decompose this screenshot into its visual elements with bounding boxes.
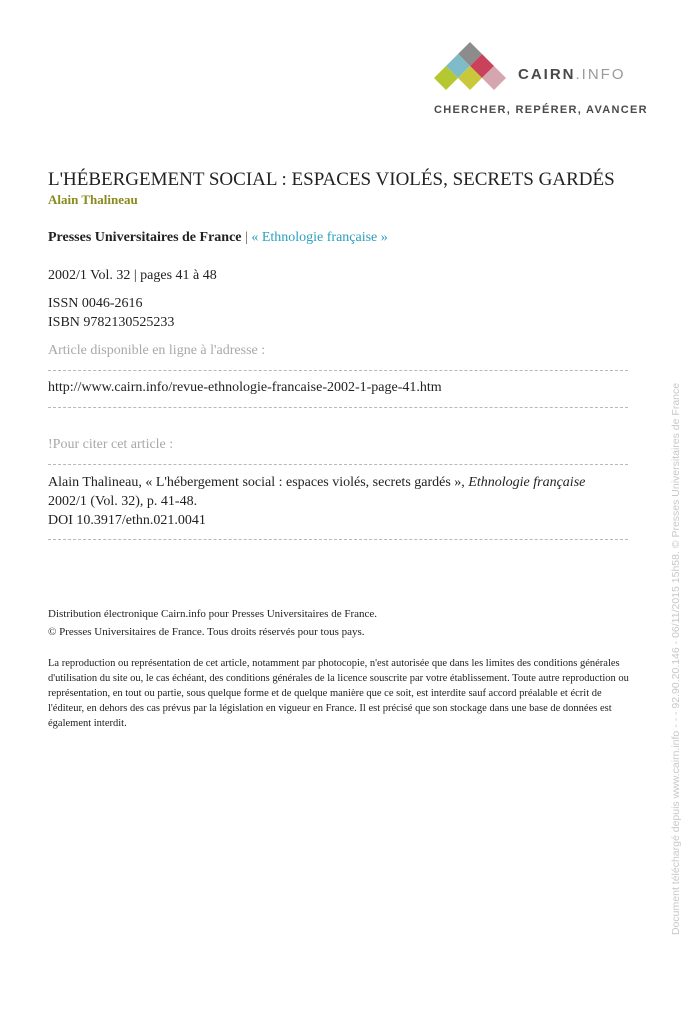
download-stamp (670, 290, 682, 935)
logo-tagline: CHERCHER, REPÉRER, AVANCER (434, 104, 648, 116)
citation-prefix: Alain Thalineau, « L'hébergement social : espaces violés, secrets gardés », (48, 475, 469, 490)
brand-main: CAIRN (518, 66, 576, 83)
article-author: Alain Thalineau (48, 192, 138, 207)
citation-block (48, 473, 638, 530)
cairn-brand-text (518, 66, 626, 83)
issue-info: 2002/1 Vol. 32 | pages 41 à 48 (48, 268, 217, 283)
citation-label: !Pour citer cet article : (48, 437, 174, 452)
copyright-line: © Presses Universitaires de France. Tous droits réservés pour tous pays. (48, 626, 365, 638)
citation-doi: DOI 10.3917/ethn.021.0041 (48, 513, 206, 528)
article-url-link[interactable]: http://www.cairn.info/revue-ethnologie-francaise-2002-1-page-41.htm (48, 380, 442, 395)
article-title: L'HÉBERGEMENT SOCIAL : ESPACES VIOLÉS, SECRETS GARDÉS (48, 169, 615, 190)
dashed-divider (48, 407, 628, 408)
citation-journal: Ethnologie française (468, 475, 586, 490)
legal-notice: La reproduction ou représentation de cet article, notamment par photocopie, n'est autorisée que dans les limites des conditions générales d'utilisation du site ou, le cas échéant, des conditions générales de la licence souscrite par votre établissement. Toute autre reproduction ou représentation, en tout ou partie, sous quelque forme et de quelque manière que ce soit, est interdite sauf accord préalable et écrit de l'éditeur, en dehors des cas prévus par la législation en vigueur en France. Il est précisé que son stockage dans une base de données est également interdit. (48, 658, 629, 729)
publisher-line (48, 230, 388, 246)
dashed-divider (48, 370, 628, 371)
publisher-name: Presses Universitaires de France (48, 230, 242, 245)
brand-suffix: INFO (581, 66, 626, 83)
issn: ISSN 0046-2616 (48, 296, 143, 311)
cairn-logo[interactable] (434, 42, 648, 122)
cairn-diamond-mark (434, 42, 514, 94)
download-stamp-text: Document téléchargé depuis www.cairn.info - - - 92.90.20.146 - 06/11/2015 15h58. © Presses Universitaires de France (670, 382, 682, 935)
isbn: ISBN 9782130525233 (48, 315, 175, 330)
distribution-notice (48, 605, 377, 641)
distribution-line: Distribution électronique Cairn.info pour Presses Universitaires de France. (48, 608, 378, 620)
brand-dot: . (575, 66, 582, 83)
publisher-separator: | (241, 230, 252, 245)
journal-link[interactable]: « Ethnologie française » (251, 230, 388, 245)
citation-line-2: 2002/1 (Vol. 32), p. 41-48. (48, 494, 198, 509)
dashed-divider (48, 539, 628, 540)
availability-label: Article disponible en ligne à l'adresse : (48, 343, 266, 358)
citation-line-1 (48, 473, 638, 492)
dashed-divider (48, 464, 628, 465)
